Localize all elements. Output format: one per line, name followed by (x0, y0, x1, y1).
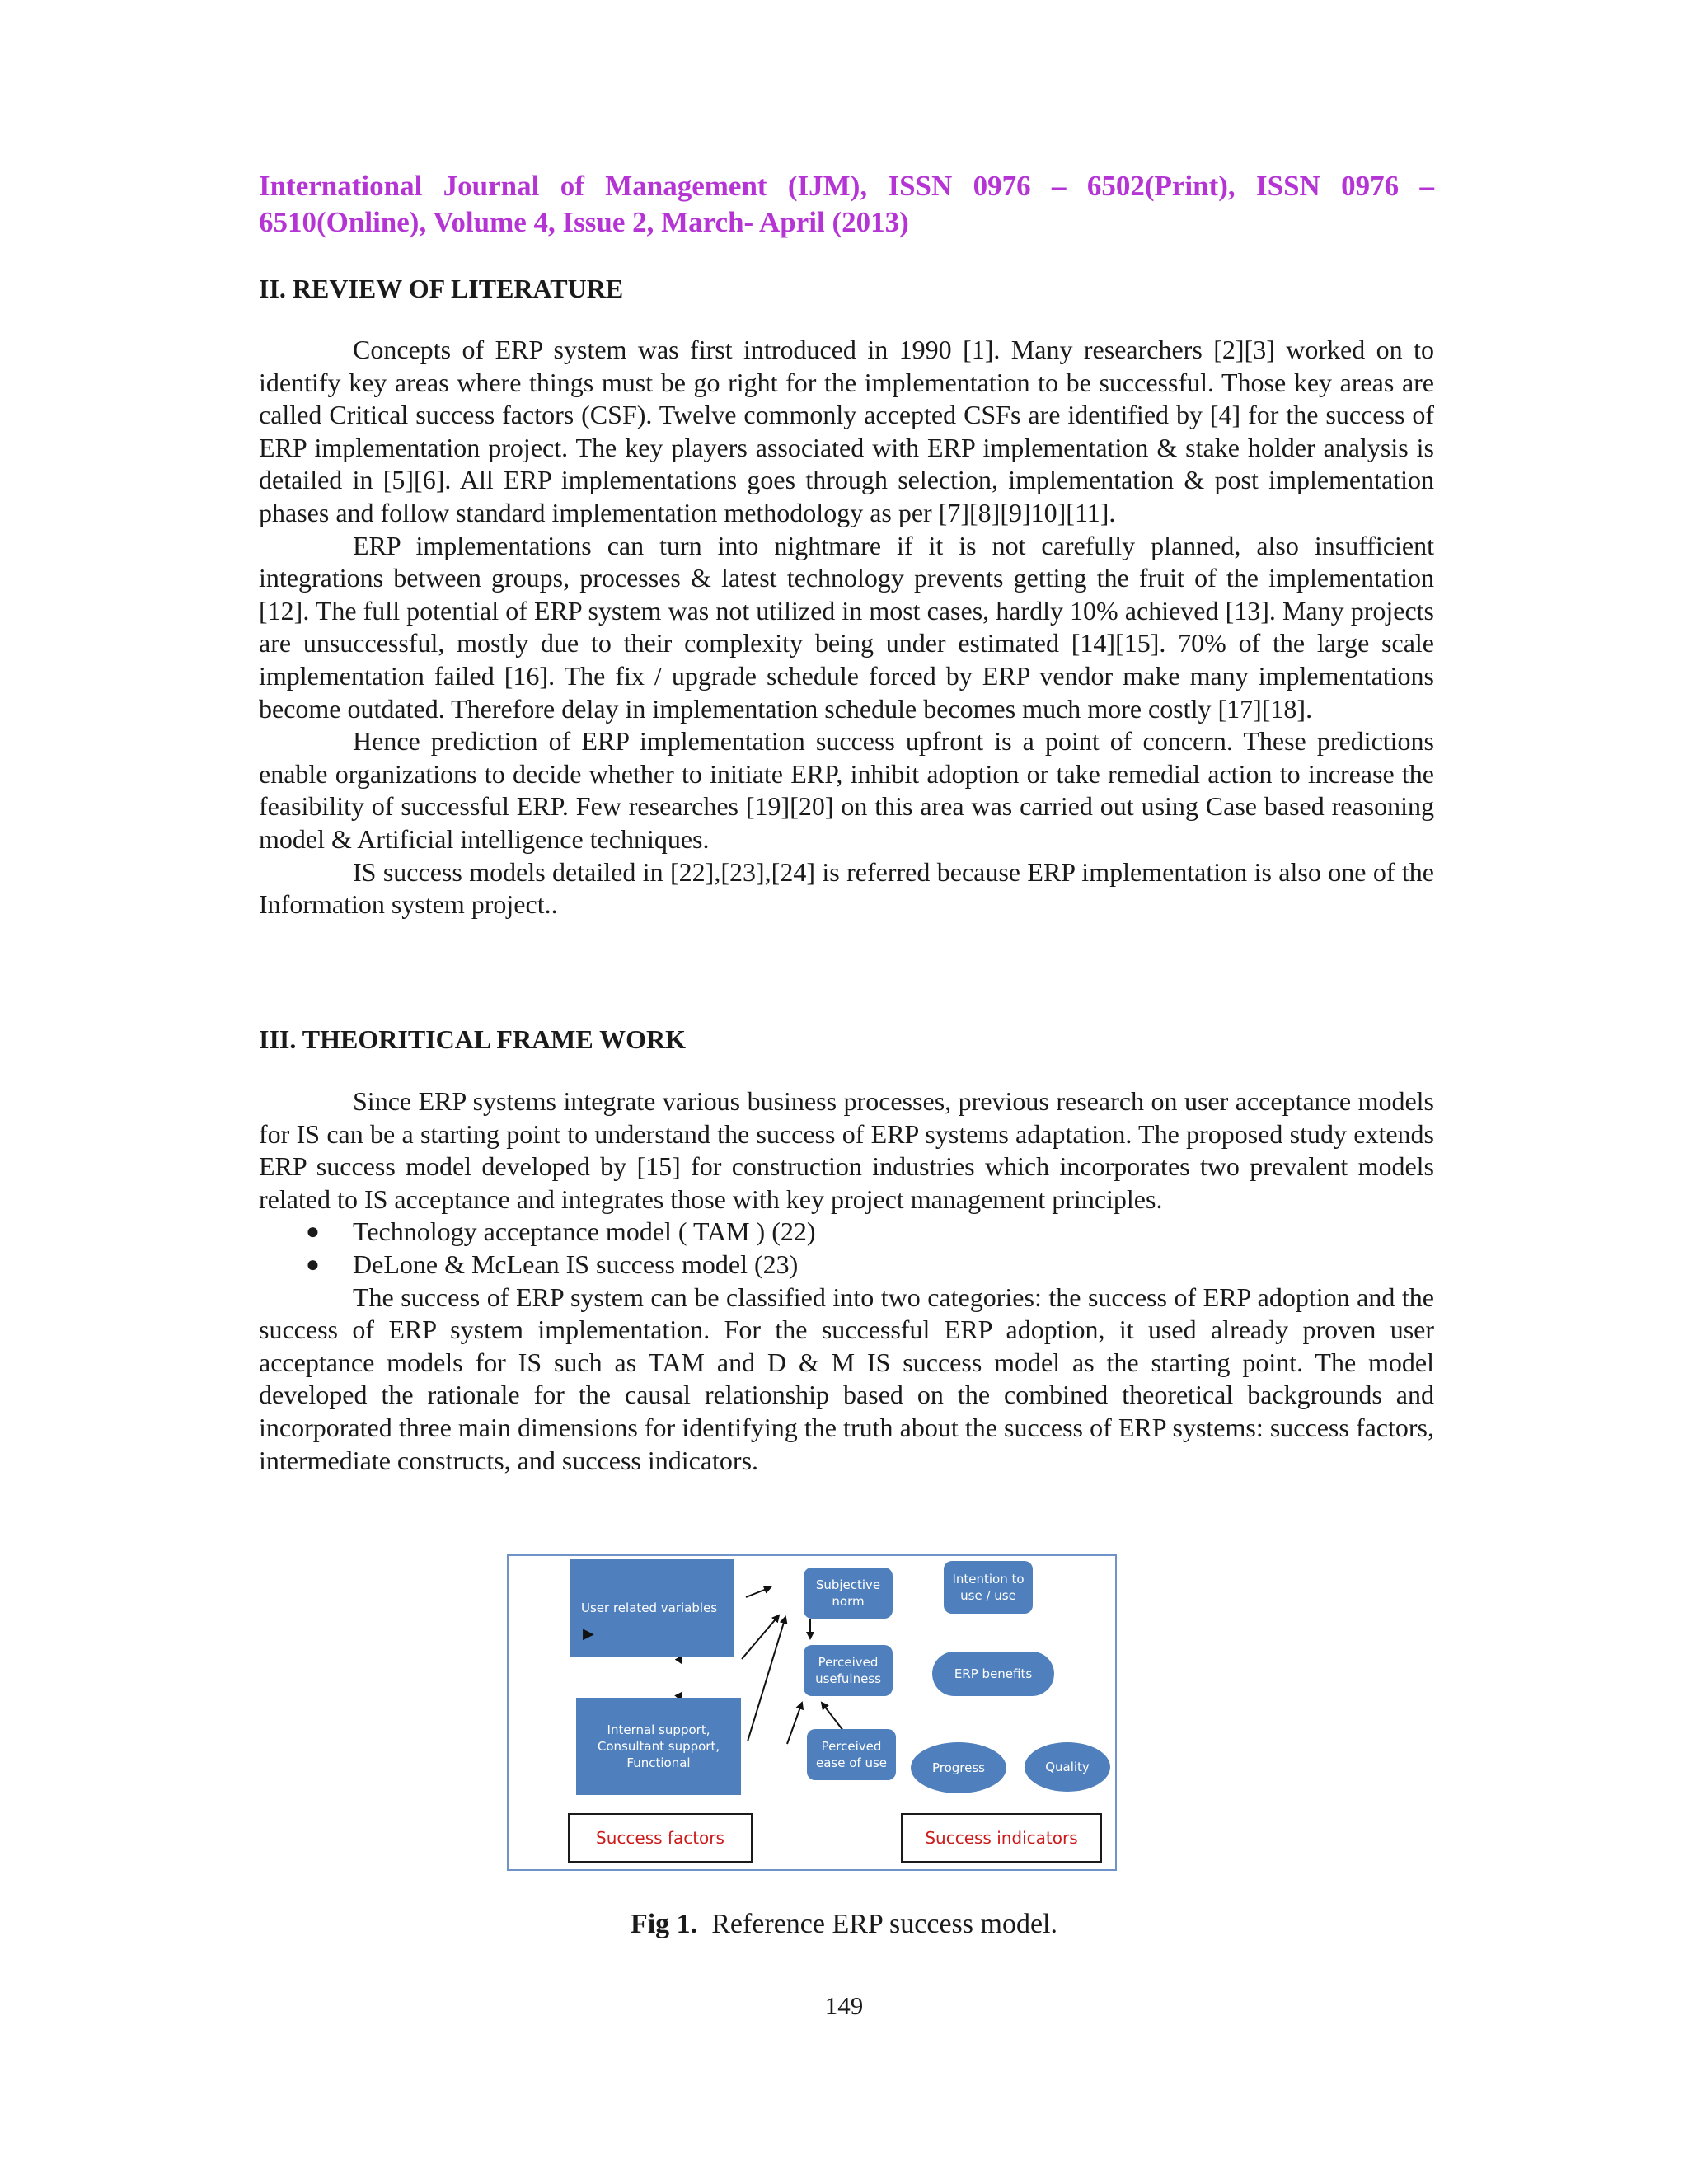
paragraph: Hence prediction of ERP implementation success upfront is a point of concern. These predictions enable organizations to decide whether to initiate ERP, inhibit adoption or take remedial action to increase the feasibility of successful ERP. Few researches [19][20] on this area was carried out using Case based reasoning model & Artificial intelligence techniques. (259, 726, 1434, 854)
play-triangle-icon: ▶ (583, 1625, 594, 1643)
page-number: 149 (824, 1991, 864, 2020)
caption-label: Fig 1. (630, 1909, 698, 1939)
journal-header: International Journal of Management (IJM), ISSN 0976 – 6502(Print), ISSN 0976 – 6510(Online), Volume 4, Issue 2, March- April (2013) (259, 170, 1434, 238)
node-perceived-ease-of-use: Perceived ease of use (807, 1729, 896, 1780)
paragraph: Concepts of ERP system was first introduced in 1990 [1]. Many researchers [2][3] worked on to identify key areas where things must be go right for the implementation to be successful. Those key areas are called Critical success factors (CSF). Twelve commonly accepted CSFs are identified by [4] for the success of ERP implementation project. The key players associated with ERP implementation & stake holder analysis is detailed in [5][6]. All ERP implementations goes through selection, implementation & post implementation phases and follow standard implementation methodology as per [7][8][9]10][11]. (259, 335, 1434, 527)
bullet-icon: ● (306, 1219, 320, 1245)
node-erp-benefits: ERP benefits (932, 1652, 1054, 1696)
node-quality: Quality (1025, 1742, 1110, 1792)
paragraph: IS success models detailed in [22],[23],[24] is referred because ERP implementation is also one of the Information system project.. (259, 856, 1434, 920)
theoretical-framework-body (259, 1085, 1434, 1477)
node-subjective-norm: Subjective norm (804, 1568, 893, 1619)
bullet-icon: ● (306, 1251, 320, 1277)
erp-success-model-figure (507, 1554, 1117, 1871)
paragraph: Since ERP systems integrate various business processes, previous research on user acceptance models for IS can be a starting point to understand the success of ERP systems adaptation. The proposed study extends ERP success model developed by [15] for construction industries which incorporates two prevalent models related to IS acceptance and integrates those with key project management principles. (259, 1086, 1434, 1214)
paragraph: ERP implementations can turn into nightmare if it is not carefully planned, also insufficient integrations between groups, processes & latest technology prevents getting the fruit of the implementation [12]. The full potential of ERP system was not utilized in most cases, hardly 10% achieved [13]. Many projects are unsuccessful, mostly due to their complexity being under estimated [14][15]. 70% of the large scale implementation failed [16]. The fix / upgrade schedule forced by ERP vendor make many implementations become outdated. Therefore delay in implementation schedule becomes much more costly [17][18]. (259, 530, 1434, 724)
arrow-norm-to-intention (746, 1587, 771, 1597)
figure-caption (0, 1906, 1688, 1943)
list-item: ● DeLone & McLean IS success model (23) (259, 1249, 1434, 1282)
arrow-usefulness-to-intention (742, 1615, 779, 1659)
caption-text: Reference ERP success model. (711, 1909, 1058, 1939)
arrow-ease-to-intention (748, 1617, 785, 1741)
node-user-related-variables: User related variables (570, 1559, 734, 1657)
node-intention-to-use: Intention to use / use (944, 1561, 1033, 1614)
list-item: ● Technology acceptance model ( TAM ) (22) (259, 1216, 1434, 1249)
section-heading-theoretical-framework: III. THEORITICAL FRAME WORK (259, 1024, 687, 1054)
node-progress: Progress (911, 1742, 1006, 1793)
node-perceived-usefulness: Perceived usefulness (804, 1645, 893, 1696)
paragraph: The success of ERP system can be classified into two categories: the success of ERP adoption and the success of ERP system implementation. For the successful ERP adoption, it used already proven user acceptance models for IS such as TAM and D & M IS success model as the starting point. The model developed the rationale for the causal relationship based on the combined theoretical backgrounds and incorporated three main dimensions for identifying the truth about the success of ERP systems: success factors, intermediate constructs, and success indicators. (259, 1282, 1434, 1475)
legend-success-indicators: Success indicators (901, 1813, 1102, 1863)
legend-success-factors: Success factors (568, 1813, 753, 1863)
review-of-literature-body (259, 334, 1434, 921)
section-heading-review-of-literature: II. REVIEW OF LITERATURE (259, 274, 624, 303)
bullet-list (259, 1216, 1434, 1281)
arrow-progress-to-benefits (787, 1703, 802, 1744)
node-internal-support: Internal support, Consultant support, Functional (576, 1698, 741, 1795)
